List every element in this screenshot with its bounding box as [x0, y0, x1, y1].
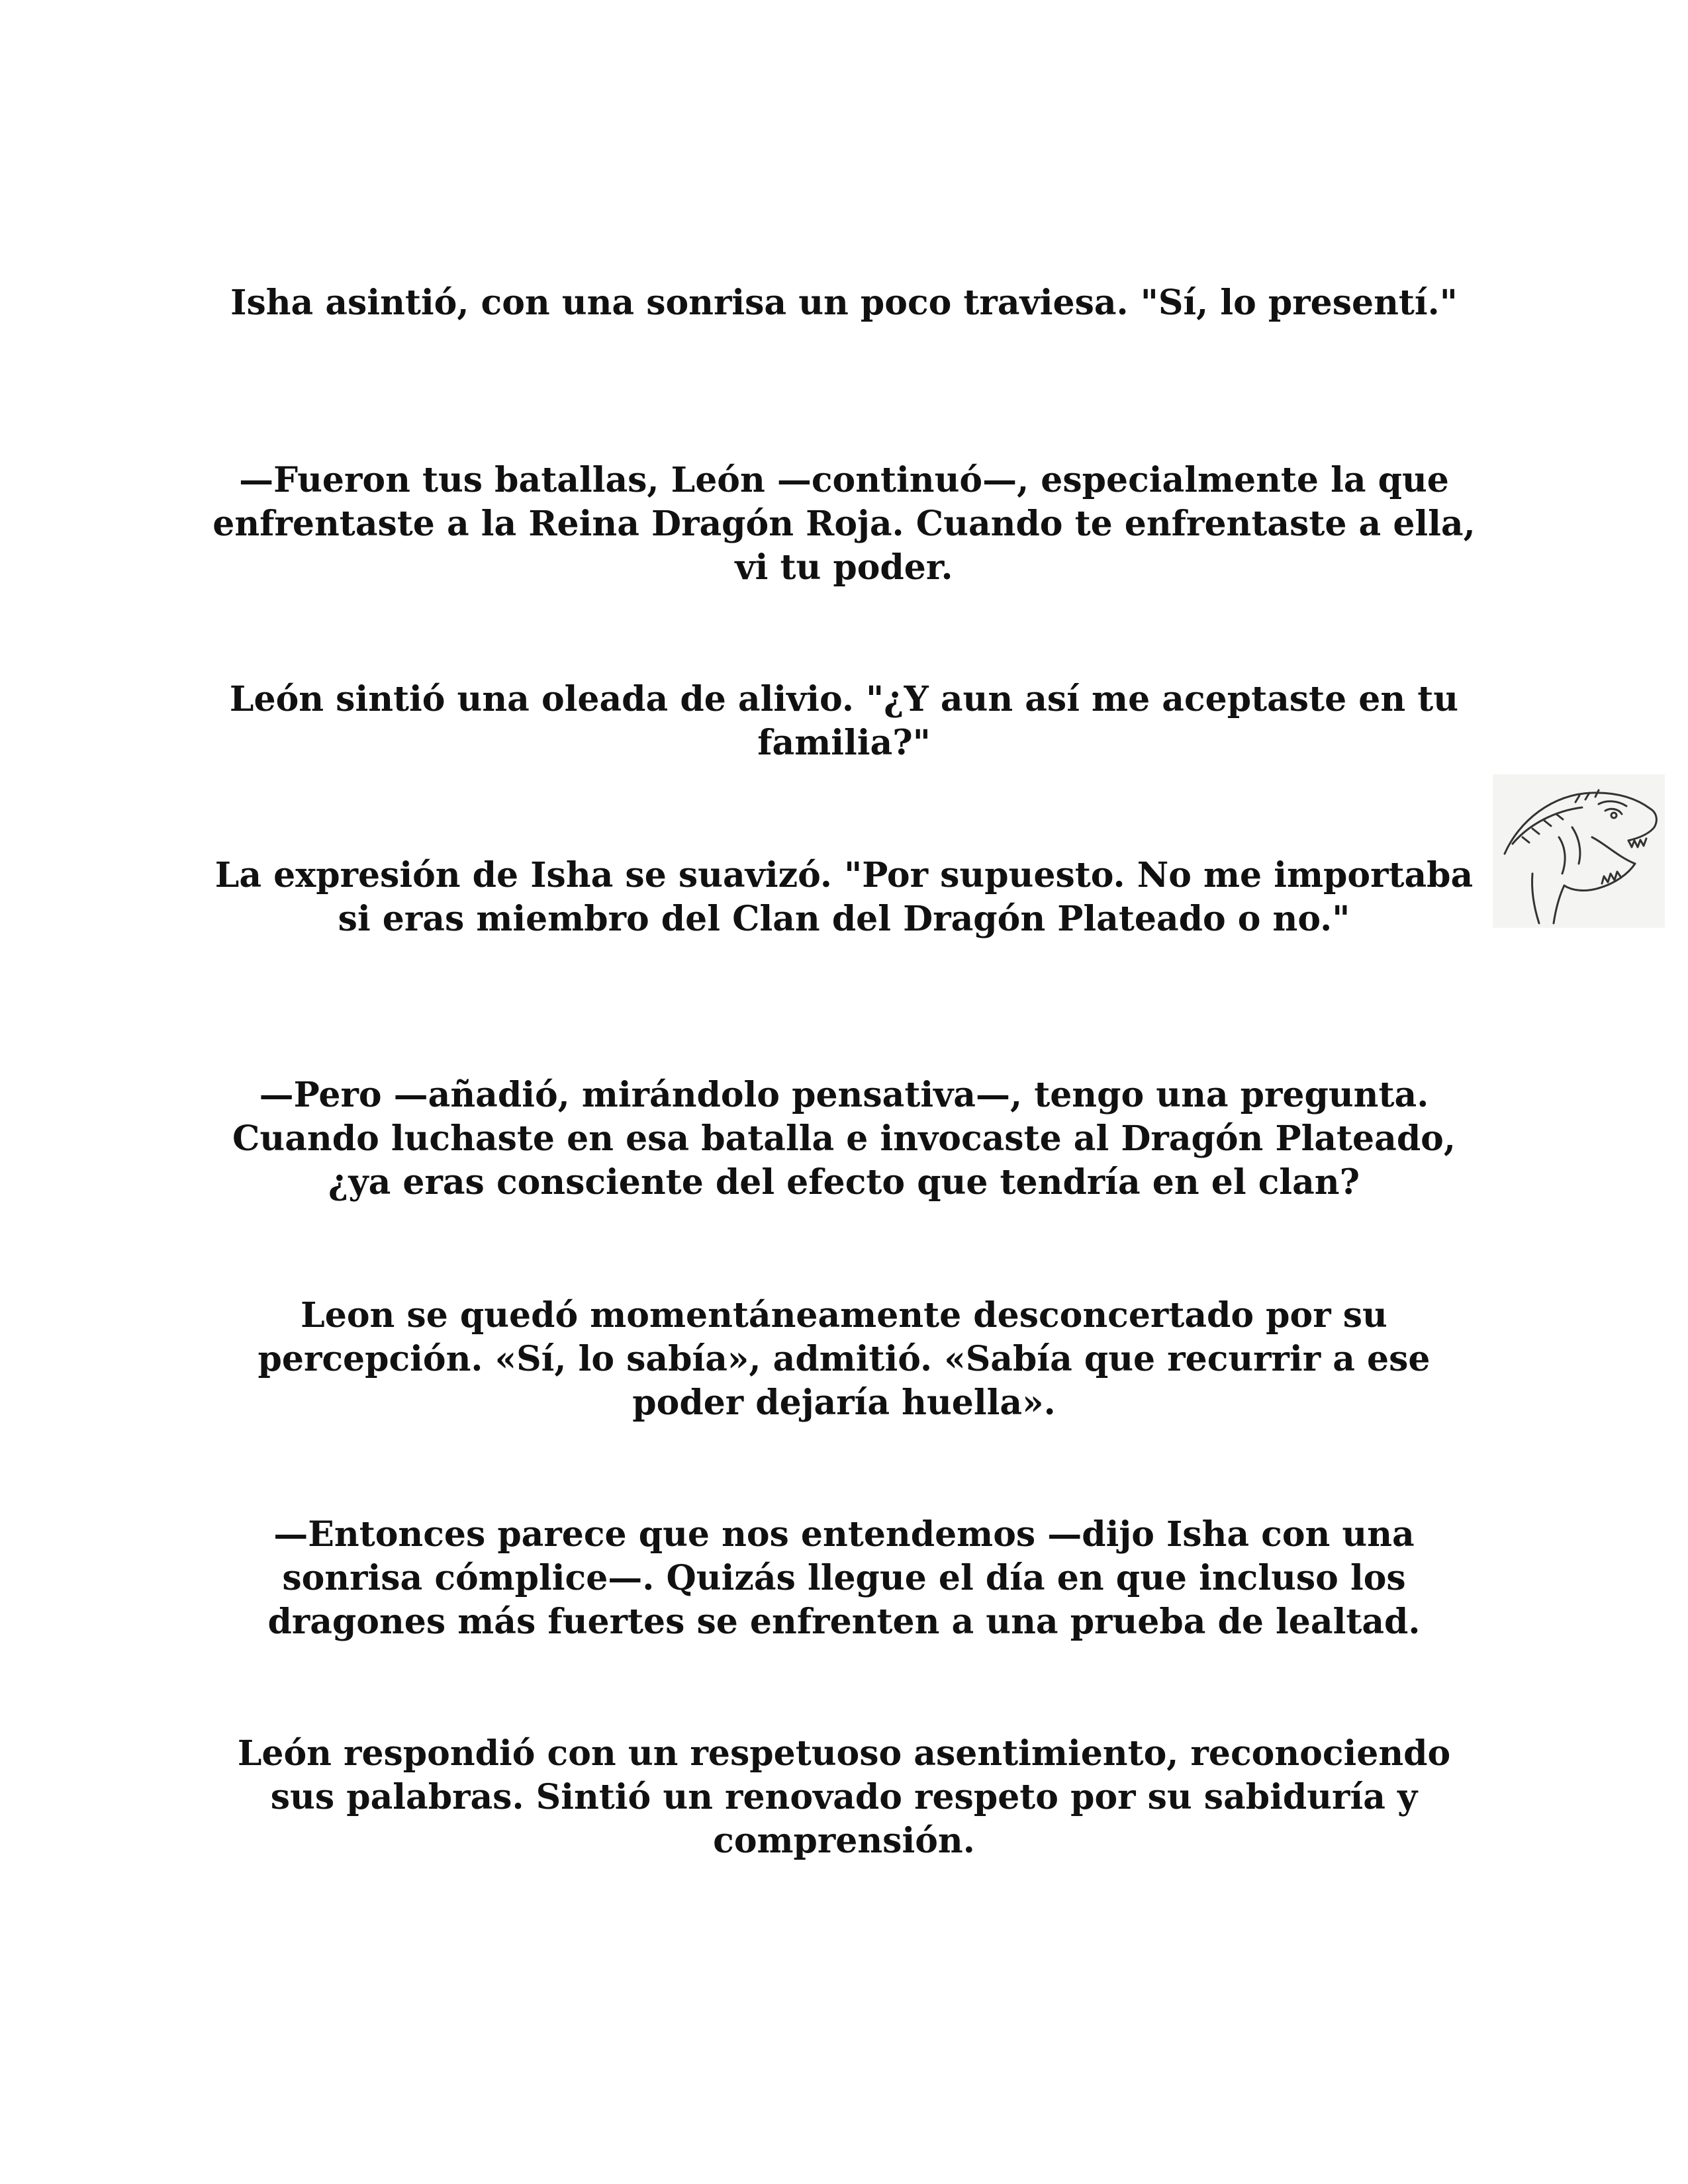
paragraph-4: La expresión de Isha se suavizó. "Por supuesto. No me importaba si eras miembro del Clan del Dragón Plateado o no." [214, 855, 1474, 939]
dinosaur-sketch-icon [1493, 774, 1665, 928]
paragraph-8: León respondió con un respetuoso asentimiento, reconociendo sus palabras. Sintió un renovado respeto por su sabiduría y comprensión. [237, 1733, 1451, 1861]
paragraph-5: —Pero —añadió, mirándolo pensativa—, tengo una pregunta. Cuando luchaste en esa batalla e invocaste al Dragón Plateado, ¿ya eras consciente del efecto que tendría en el clan? [232, 1075, 1456, 1203]
paragraph-7: —Entonces parece que nos entendemos —dijo Isha con una sonrisa cómplice—. Quizás llegue el día en que incluso los dragones más fuertes se enfrenten a una prueba de lealtad. [267, 1514, 1421, 1642]
paragraph-6: Leon se quedó momentáneamente desconcertado por su percepción. «Sí, lo sabía», admitió. «Sabía que recurrir a ese poder dejaría huella». [258, 1295, 1430, 1423]
paragraph-1: Isha asintió, con una sonrisa un poco traviesa. "Sí, lo presentí." [230, 283, 1458, 323]
paragraph-2: —Fueron tus batallas, León —continuó—, especialmente la que enfrentaste a la Reina Dragón Roja. Cuando te enfrentaste a ella, vi tu poder. [212, 460, 1476, 588]
paragraph-3: León sintió una oleada de alivio. "¿Y aun así me aceptaste en tu familia?" [229, 679, 1459, 763]
